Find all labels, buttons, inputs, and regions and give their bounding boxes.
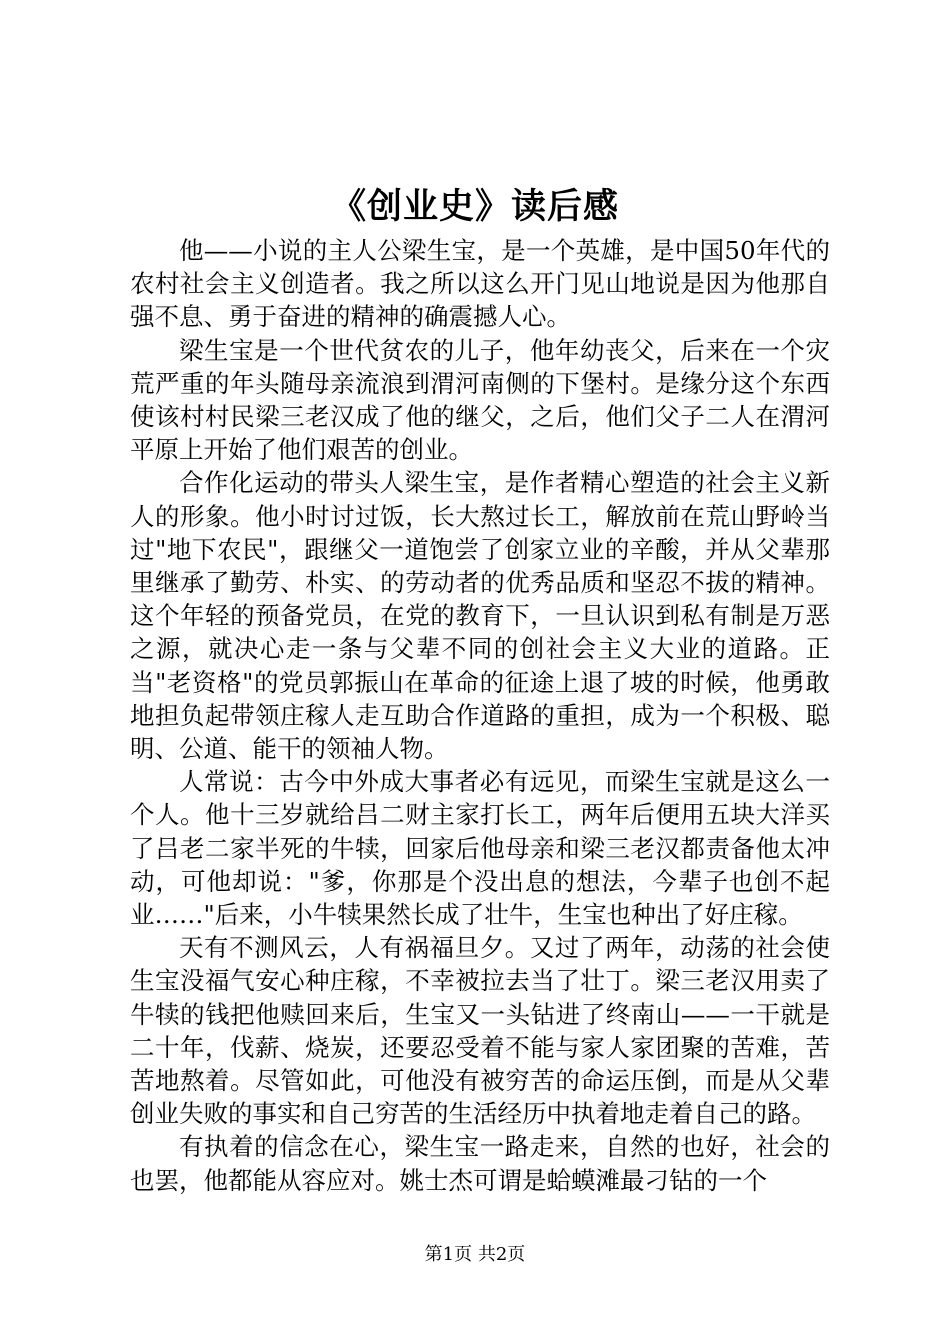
paragraph: 合作化运动的带头人梁生宝，是作者精心塑造的社会主义新人的形象。他小时讨过饭，长大熬过长工，解放前在荒山野岭当过"地下农民"，跟继父一道饱尝了创家立业的辛酸，并从父辈那里继承了勤劳、朴实、的劳动者的优秀品质和坚忍不拔的精神。这个年轻的预备党员，在党的教育下，一旦认识到私有制是万恶之源，就决心走一条与父辈不同的创社会主义大业的道路。正当"老资格"的党员郭振山在革命的征途上退了坡的时候，他勇敢地担负起带领庄稼人走互助合作道路的重担，成为一个积极、聪明、公道、能干的领袖人物。 — [130, 468, 830, 764]
page-footer: 第1页 共2页 — [424, 1244, 526, 1265]
paragraph: 人常说：古今中外成大事者必有远见，而梁生宝就是这么一个人。他十三岁就给吕二财主家打长工，两年后便用五块大洋买了吕老二家半死的牛犊，回家后他母亲和梁三老汉都责备他太冲动，可他却说："爹，你那是个没出息的想法，今辈子也创不起业……"后来，小牛犊果然长成了壮牛，生宝也种出了好庄稼。 — [130, 767, 830, 930]
paragraph: 梁生宝是一个世代贫农的儿子，他年幼丧父，后来在一个灾荒严重的年头随母亲流浪到渭河南侧的下堡村。是缘分这个东西使该村村民梁三老汉成了他的继父，之后，他们父子二人在渭河平原上开始了他们艰苦的创业。 — [130, 335, 830, 465]
paragraph: 有执着的信念在心，梁生宝一路走来，自然的也好，社会的也罢，他都能从容应对。姚士杰可谓是蛤蟆滩最刁钻的一个 — [130, 1132, 830, 1195]
paragraph: 他——小说的主人公梁生宝，是一个英雄，是中国50年代的农村社会主义创造者。我之所以这么开门见山地说是因为他那自强不息、勇于奋进的精神的确震撼人心。 — [130, 236, 830, 332]
paragraph: 天有不测风云，人有祸福旦夕。又过了两年，动荡的社会使生宝没福气安心种庄稼，不幸被拉去当了壮丁。梁三老汉用卖了牛犊的钱把他赎回来后，生宝又一头钻进了终南山——一干就是二十年，伐薪、烧炭，还要忍受着不能与家人家团聚的苦难，苦苦地熬着。尽管如此，可他没有被穷苦的命运压倒，而是从父辈创业失败的事实和自己穷苦的生活经历中执着地走着自己的路。 — [130, 933, 830, 1129]
document-title: 《创业史》读后感 — [330, 186, 619, 227]
document-body — [130, 234, 830, 1197]
